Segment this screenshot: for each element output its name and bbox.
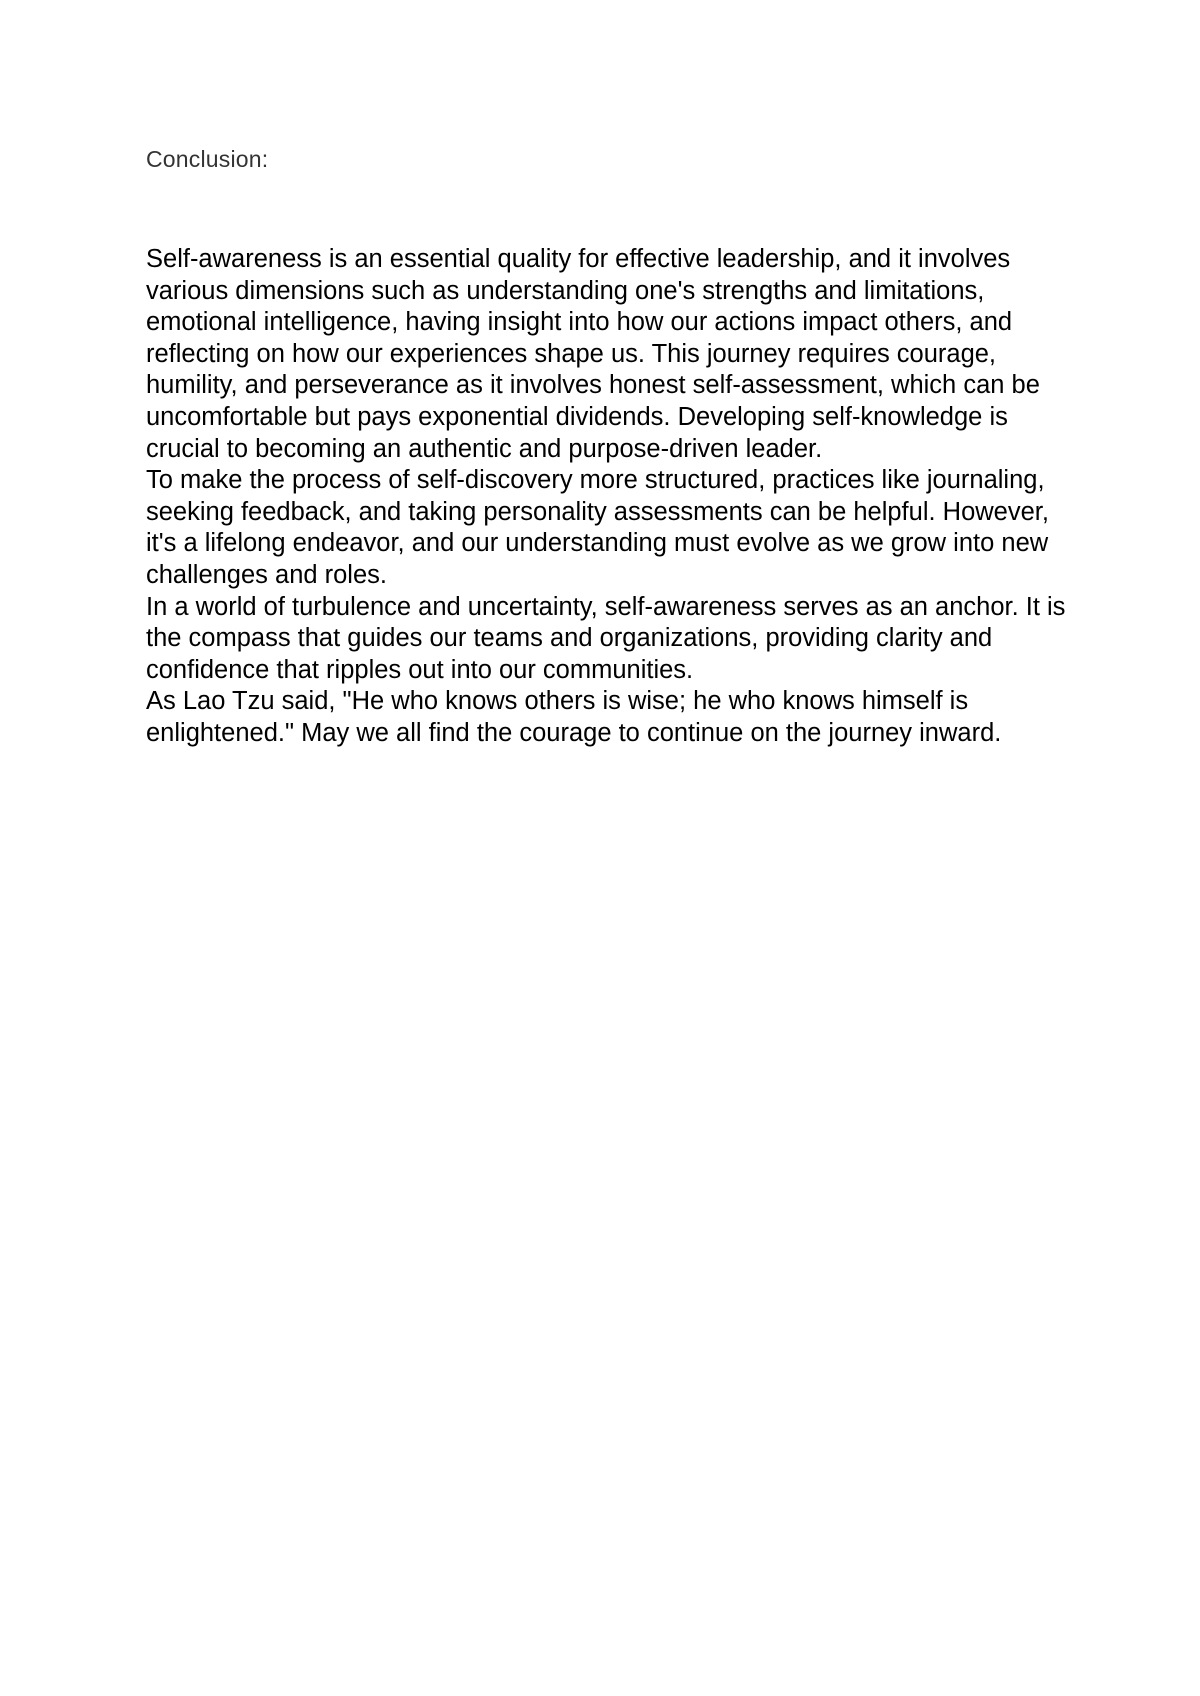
paragraph: In a world of turbulence and uncertainty, self-awareness serves as an anchor. It is the compass that guides our teams and organizations, providing clarity and confidence that ripples out into our communities. [146,592,1066,684]
paragraph: To make the process of self-discovery more structured, practices like journaling, seeking feedback, and taking personality assessments can be helpful. However, it's a lifelong endeavor, and our understanding must evolve as we grow into new challenges and roles. [146,466,1049,589]
body-text [146,244,1066,750]
paragraph: Self-awareness is an essential quality for effective leadership, and it involves various dimensions such as understanding one's strengths and limitations, emotional intelligence, having insight into how our actions impact others, and reflecting on how our experiences shape us. This journey requires courage, humility, and perseverance as it involves honest self-assessment, which can be uncomfortable but pays exponential dividends. Developing self-knowledge is crucial to becoming an authentic and purpose-driven leader. [146,245,1040,463]
section-heading: Conclusion: [146,146,269,172]
paragraph: As Lao Tzu said, "He who knows others is wise; he who knows himself is enlightened." May we all find the courage to continue on the journey inward. [146,687,1002,747]
